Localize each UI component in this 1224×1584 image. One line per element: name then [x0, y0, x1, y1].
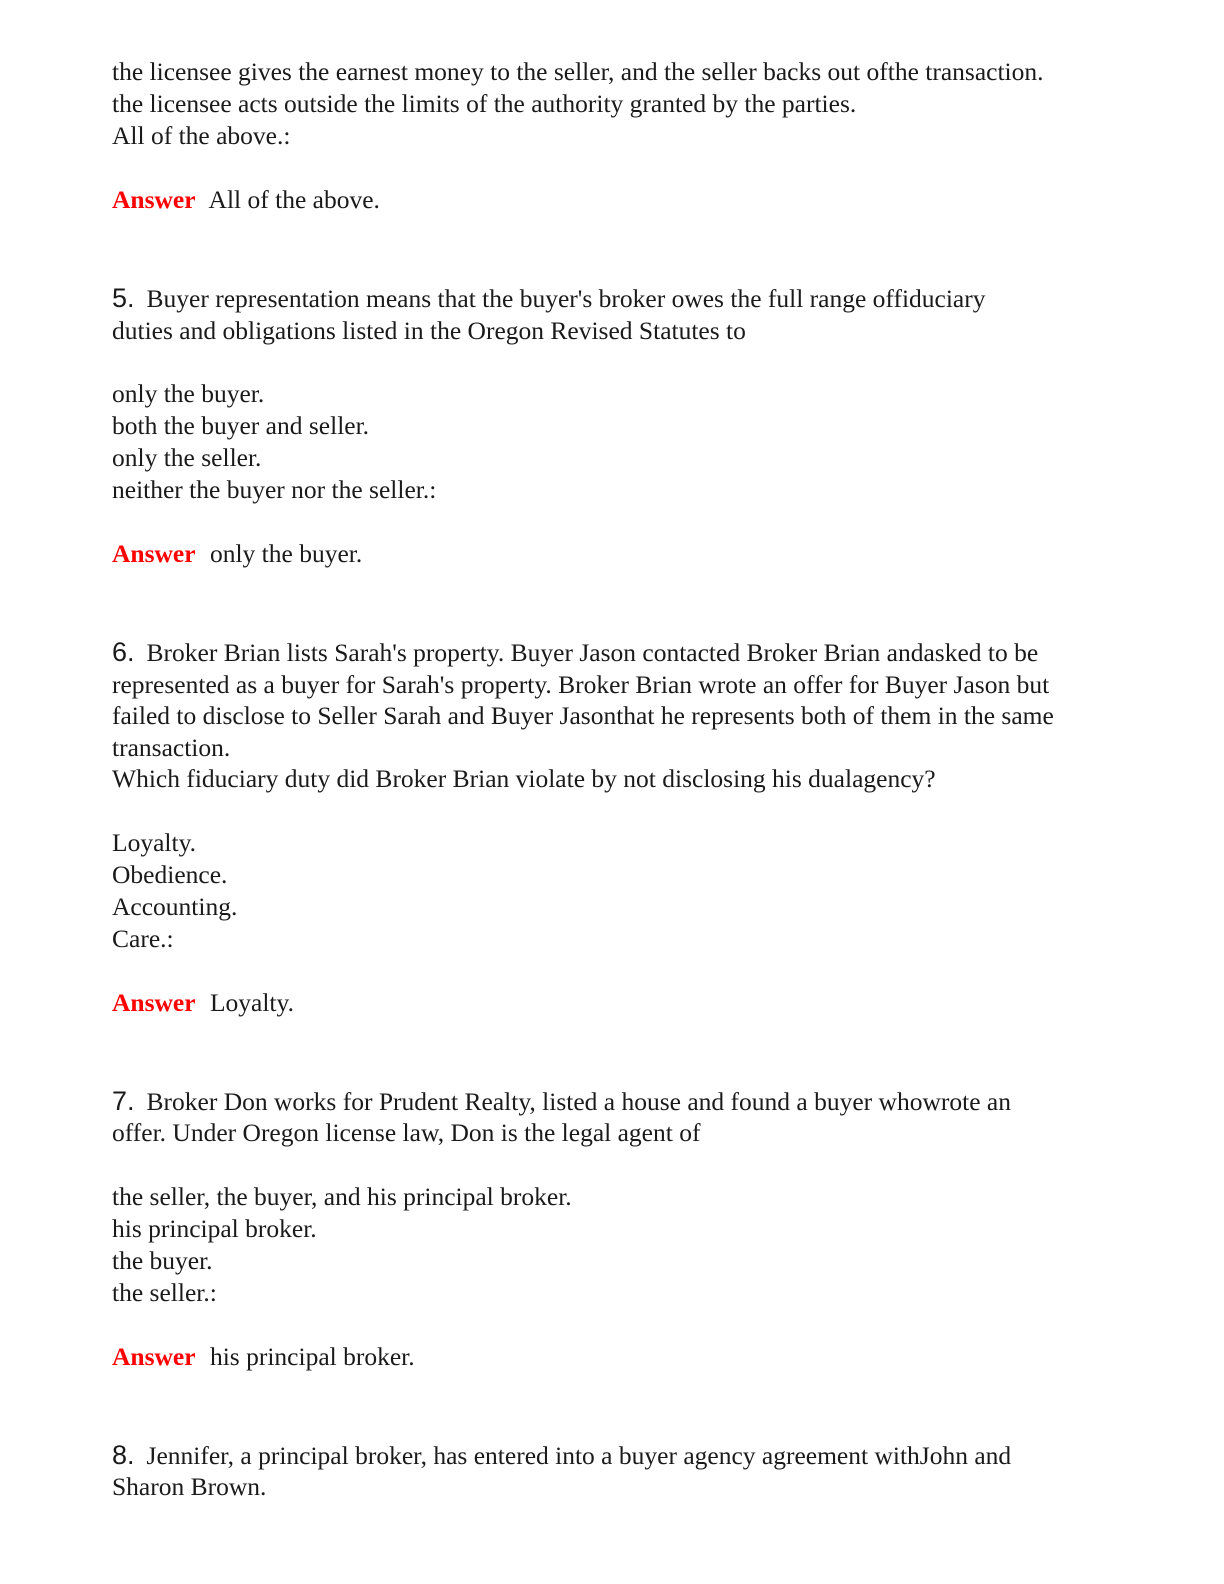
option: only the buyer. [112, 379, 265, 408]
question-text-line: 7. Broker Don works for Prudent Realty, listed a house and found a buyer whowrote an [112, 1085, 1011, 1116]
question-7 [112, 1086, 1122, 1373]
question-number: 6. [112, 637, 135, 667]
answer-text: his principal broker. [209, 1341, 415, 1371]
option: Accounting. [112, 891, 238, 921]
answer-row [112, 184, 1122, 216]
question-6 [112, 637, 1122, 1019]
option: the licensee acts outside the limits of the authority granted by the parties. [112, 89, 857, 118]
option: both the buyer and seller. [112, 411, 370, 440]
option: neither the buyer nor the seller.: [112, 475, 437, 504]
question-number: 5. [112, 283, 135, 313]
question-4-fragment [112, 56, 1122, 216]
question-text-line: represented as a buyer for Sarah's property. Broker Brian wrote an offer for Buyer Jason but [112, 669, 1050, 699]
question-number: 7. [112, 1085, 135, 1116]
answer-label: Answer [112, 1341, 196, 1371]
question-text-line: Which fiduciary duty did Broker Brian violate by not disclosing his dualagency? [112, 764, 936, 793]
question-text-line: 5. Buyer representation means that the buyer's broker owes the full range offiduciary [112, 283, 986, 313]
question-text-line: Sharon Brown. [112, 1472, 267, 1501]
question-5 [112, 283, 1122, 570]
answer-text: Loyalty. [209, 987, 294, 1017]
option: only the seller. [112, 443, 262, 472]
option: his principal broker. [112, 1213, 317, 1243]
answer-row [112, 538, 1122, 570]
question-text-line: offer. Under Oregon license law, Don is the legal agent of [112, 1118, 701, 1147]
answer-label: Answer [112, 539, 196, 568]
option: Care.: [112, 923, 174, 953]
question-text-line: transaction. [112, 732, 231, 762]
option: All of the above.: [112, 121, 291, 150]
answer-label: Answer [112, 185, 196, 214]
question-number: 8. [112, 1439, 135, 1470]
answer-row [112, 1341, 1122, 1373]
question-text-line: duties and obligations listed in the Oregon Revised Statutes to [112, 315, 746, 345]
answer-text: All of the above. [208, 185, 380, 214]
document-page [112, 56, 1122, 1503]
option: Loyalty. [112, 827, 197, 857]
question-text-line: failed to disclose to Seller Sarah and Buyer Jasonthat he represents both of them in the same [112, 701, 1054, 730]
answer-row [112, 987, 1122, 1019]
answer-label: Answer [112, 987, 196, 1017]
option: the buyer. [112, 1245, 213, 1275]
option: the licensee gives the earnest money to the seller, and the seller backs out ofthe transaction. [112, 57, 1044, 86]
question-text-line: 8. Jennifer, a principal broker, has entered into a buyer agency agreement withJohn and [112, 1439, 1012, 1470]
option: Obedience. [112, 859, 228, 889]
answer-text: only the buyer. [209, 539, 363, 568]
option: the seller.: [112, 1277, 217, 1307]
option: the seller, the buyer, and his principal broker. [112, 1181, 572, 1211]
question-8 [112, 1440, 1122, 1503]
question-text-line: 6. Broker Brian lists Sarah's property. Buyer Jason contacted Broker Brian andasked to be [112, 637, 1039, 667]
